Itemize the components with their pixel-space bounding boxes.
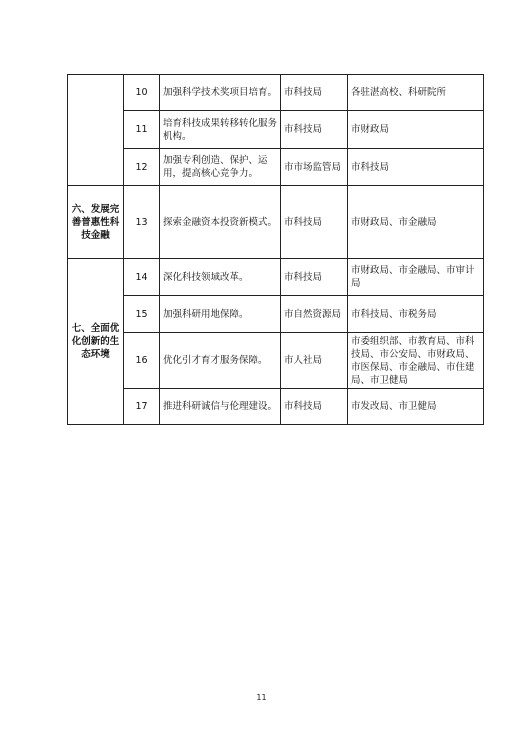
cooperating-units-cell: 市科技局、市税务局 (348, 296, 484, 333)
task-cell: 加强科研用地保障。 (160, 296, 281, 333)
table-row (68, 75, 484, 111)
table-row (68, 186, 484, 259)
category-cell: 六、发展完善普惠性科技金融 (68, 186, 124, 259)
row-number: 17 (124, 389, 160, 425)
row-number: 15 (124, 296, 160, 333)
row-number: 12 (124, 149, 160, 186)
row-number: 10 (124, 75, 160, 111)
lead-unit-cell: 市市场监管局 (281, 149, 348, 186)
task-cell: 探索金融资本投资新模式。 (160, 186, 281, 259)
cooperating-units-cell: 市科技局 (348, 149, 484, 186)
category-cell: 七、全面优化创新的生态环境 (68, 259, 124, 425)
cooperating-units-cell: 市发改局、市卫健局 (348, 389, 484, 425)
table-row (68, 149, 484, 186)
task-cell: 加强专利创造、保护、运用，提高核心竞争力。 (160, 149, 281, 186)
row-number: 16 (124, 333, 160, 389)
cooperating-units-cell: 市财政局 (348, 111, 484, 149)
task-table (67, 74, 484, 425)
task-cell: 优化引才育才服务保障。 (160, 333, 281, 389)
task-cell: 培育科技成果转移转化服务机构。 (160, 111, 281, 149)
page-number: 11 (256, 693, 267, 702)
lead-unit-cell: 市人社局 (281, 333, 348, 389)
table-row (68, 259, 484, 296)
cooperating-units-cell: 市财政局、市金融局 (348, 186, 484, 259)
cooperating-units-cell: 各驻湛高校、科研院所 (348, 75, 484, 111)
lead-unit-cell: 市科技局 (281, 111, 348, 149)
table-row (68, 296, 484, 333)
row-number: 11 (124, 111, 160, 149)
task-cell: 深化科技领域改革。 (160, 259, 281, 296)
lead-unit-cell: 市自然资源局 (281, 296, 348, 333)
category-cell (68, 75, 124, 186)
lead-unit-cell: 市科技局 (281, 186, 348, 259)
lead-unit-cell: 市科技局 (281, 259, 348, 296)
task-cell: 加强科学技术奖项目培育。 (160, 75, 281, 111)
lead-unit-cell: 市科技局 (281, 75, 348, 111)
lead-unit-cell: 市科技局 (281, 389, 348, 425)
task-cell: 推进科研诚信与伦理建设。 (160, 389, 281, 425)
cooperating-units-cell: 市委组织部、市教育局、市科技局、市公安局、市财政局、市医保局、市金融局、市住建局、市卫健局 (348, 333, 484, 389)
table-row (68, 333, 484, 389)
table-row (68, 389, 484, 425)
table-row (68, 111, 484, 149)
cooperating-units-cell: 市财政局、市金融局、市审计局 (348, 259, 484, 296)
row-number: 14 (124, 259, 160, 296)
row-number: 13 (124, 186, 160, 259)
